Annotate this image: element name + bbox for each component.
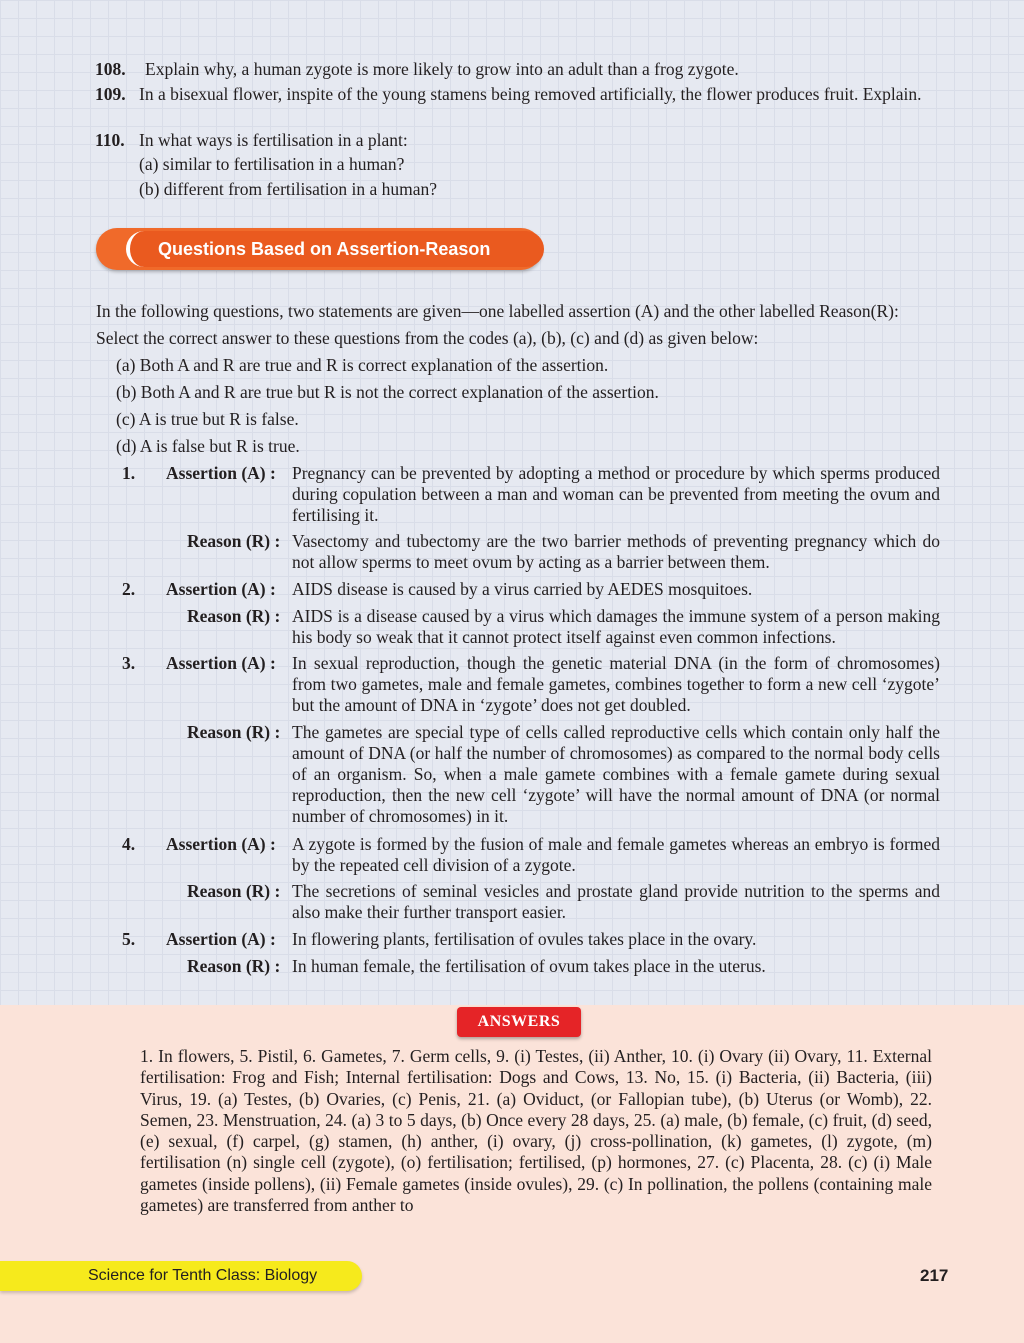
reason-label: Reason (R) : xyxy=(187,531,281,551)
item-number: 5. xyxy=(122,929,136,949)
item-number: 4. xyxy=(122,834,136,854)
question-number: 110. xyxy=(95,130,125,150)
assertion-text: A zygote is formed by the fusion of male and female gametes whereas an embryo is formed by the repeated cell division of a zygote. xyxy=(292,834,940,875)
reason-text: In human female, the fertilisation of ovum takes place in the uterus. xyxy=(292,956,766,976)
assertion-label: Assertion (A) : xyxy=(166,463,276,483)
assertion-label: Assertion (A) : xyxy=(166,653,276,673)
reason-label: Reason (R) : xyxy=(187,956,281,976)
option-item: (d) A is false but R is true. xyxy=(116,436,300,456)
section-banner xyxy=(96,228,542,270)
item-number: 3. xyxy=(122,653,136,673)
answers-badge xyxy=(457,1007,581,1037)
assertion-label: Assertion (A) : xyxy=(166,579,276,599)
banner-inner xyxy=(126,231,544,267)
question-text: In what ways is fertilisation in a plant: xyxy=(139,130,408,150)
question-subpart: (a) similar to fertilisation in a human? xyxy=(139,154,405,174)
reason-label: Reason (R) : xyxy=(187,722,281,742)
question-text: Explain why, a human zygote is more likely to grow into an adult than a frog zygote. xyxy=(145,59,739,79)
reason-text: The secretions of seminal vesicles and prostate gland provide nutrition to the sperms and also make their further transport easier. xyxy=(292,881,940,922)
assertion-label: Assertion (A) : xyxy=(166,834,276,854)
book-title: Science for Tenth Class: Biology xyxy=(88,1267,318,1284)
page-number: 217 xyxy=(920,1266,949,1285)
question-subpart: (b) different from fertilisation in a human? xyxy=(139,179,438,199)
assertion-text: In flowering plants, fertilisation of ovules takes place in the ovary. xyxy=(292,929,757,949)
item-number: 2. xyxy=(122,579,136,599)
reason-text: AIDS is a disease caused by a virus which damages the immune system of a person making his body so weak that it cannot protect itself against even common infections. xyxy=(292,606,940,647)
assertion-text: AIDS disease is caused by a virus carried by AEDES mosquitoes. xyxy=(292,579,753,599)
question-text: In a bisexual flower, inspite of the young stamens being removed artificially, the flower produces fruit. Explain. xyxy=(139,84,922,104)
assertion-label: Assertion (A) : xyxy=(166,929,276,949)
banner-title: Questions Based on Assertion-Reason xyxy=(158,239,491,259)
question-number: 109. xyxy=(95,84,126,104)
reason-text: The gametes are special type of cells called reproductive cells which contain only half the amount of DNA (or half the number of chromosomes) as compared to the normal body cells of an organism. So, when a male gamete combines with a female gamete during sexual reproduction, then the new cell ‘zygote’ will have the normal amount of DNA (or normal number of chromosomes) in it. xyxy=(292,722,940,826)
option-item: (c) A is true but R is false. xyxy=(116,409,299,429)
reason-label: Reason (R) : xyxy=(187,606,281,626)
footer-bar xyxy=(0,1261,362,1291)
question-number: 108. xyxy=(95,59,126,79)
answers-heading: ANSWERS xyxy=(477,1013,561,1030)
answers-text: 1. In flowers, 5. Pistil, 6. Gametes, 7. Germ cells, 9. (i) Testes, (ii) Anther, 10. (i) Ovary (ii) Ovary, 11. External fertilisation: Frog and Fish; Internal fertilisation: Dogs and Cows, 13. No, 15. (i) Bacteria, (ii) Bacteria, (iii) Virus, 19. (a) Testes, (b) Ovaries, (c) Penis, 21. (a) Oviduct, (or Fallopian tube), (b) Uterus (or Womb), 22. Semen, 23. Menstruation, 24. (a) 3 to 5 days, (b) Once every 28 days, 25. (a) male, (b) female, (c) fruit, (d) seed, (e) sexual, (f) carpel, (g) stamen, (h) anther, (i) ovary, (j) cross-pollination, (k) gametes, (l) zygote, (m) fertilisation (n) single cell (zygote), (o) fertilisation; fertilised, (p) hormones, 27. (c) Placenta, 28. (c) (i) Male gametes (inside pollens), (ii) Female gametes (inside ovules), 29. (c) In pollination, the pollens (containing male gametes) are transferred from anther to xyxy=(140,1046,932,1216)
reason-text: Vasectomy and tubectomy are the two barrier methods of preventing pregnancy which do not allow sperms to meet ovum by acting as a barrier between them. xyxy=(292,531,940,572)
reason-label: Reason (R) : xyxy=(187,881,281,901)
option-item: (a) Both A and R are true and R is correct explanation of the assertion. xyxy=(116,355,609,375)
assertion-text: In sexual reproduction, though the genetic material DNA (in the form of chromosomes) from two gametes, male and female gametes, combines together to form a new cell ‘zygote’ but the amount of DNA in ‘zygote’ does not get doubled. xyxy=(292,653,940,715)
intro-paragraph: In the following questions, two statements are given—one labelled assertion (A) and the other labelled Reason(R): Select the correct answer to these questions from the codes (a), (b), (c) and (d) as given below: xyxy=(96,301,899,348)
option-item: (b) Both A and R are true but R is not the correct explanation of the assertion. xyxy=(116,382,659,402)
item-number: 1. xyxy=(122,463,136,483)
assertion-text: Pregnancy can be prevented by adopting a method or procedure by which sperms produced during copulation between a man and woman can be prevented from meeting the ovum and fertilising it. xyxy=(292,463,940,525)
